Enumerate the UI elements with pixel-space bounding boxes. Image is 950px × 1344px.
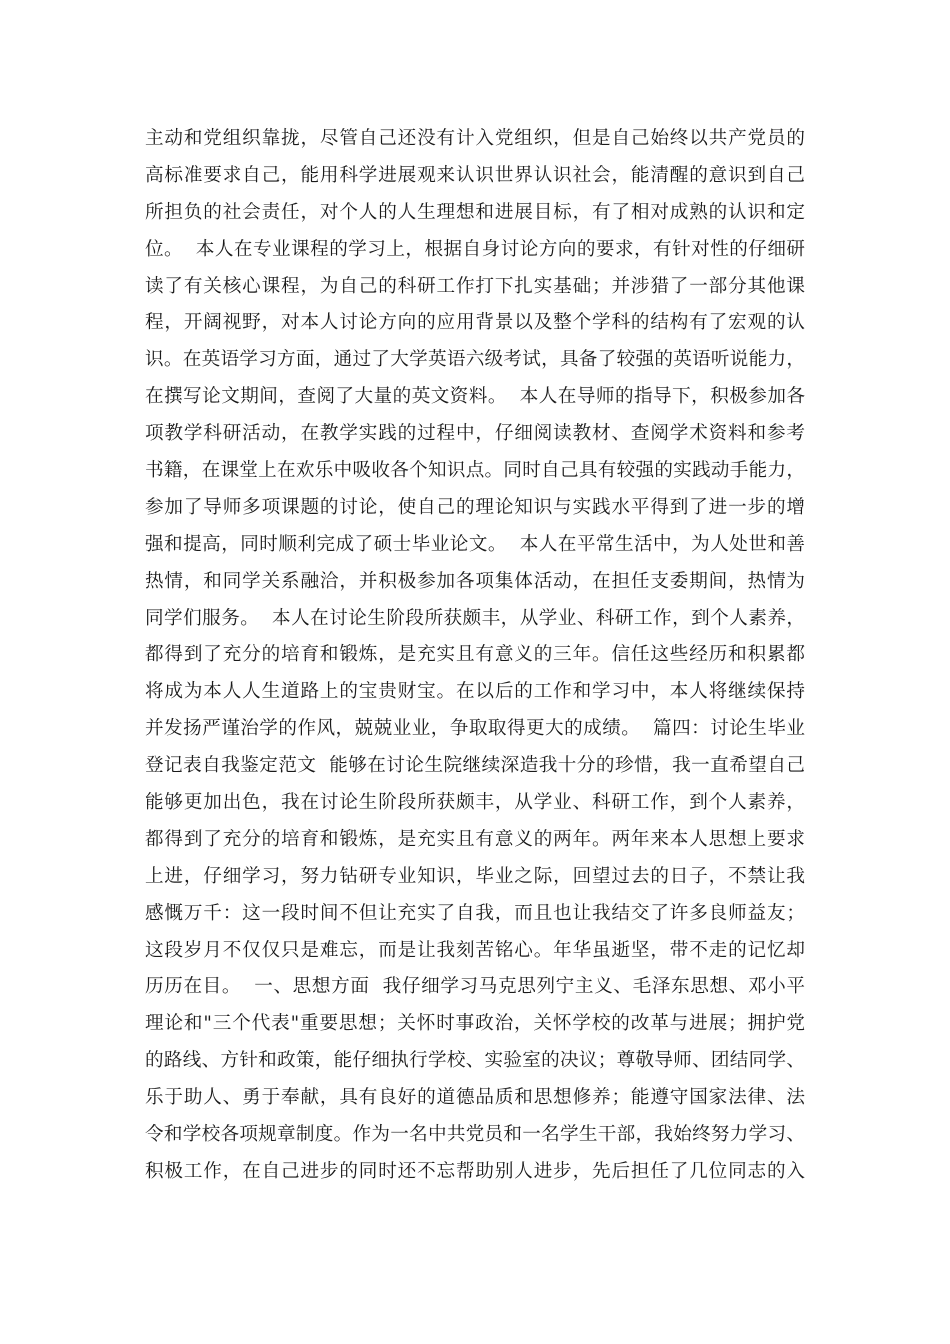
text-line: 主动和党组织靠拢，尽管自己还没有计入党组织，但是自己始终以共产党员的 — [145, 128, 805, 149]
text-line: 强和提高，同时顺利完成了硕士毕业论文。 本人在平常生活中，为人处世和善 — [145, 533, 805, 555]
text-line: 程，开阔视野，对本人讨论方向的应用背景以及整个学科的结构有了宏观的认 — [145, 312, 805, 334]
text-line: 都得到了充分的培育和锻炼，是充实且有意义的三年。信任这些经历和积累都 — [145, 644, 805, 666]
text-line: 这段岁月不仅仅只是难忘，而是让我刻苦铭心。年华虽逝坚，带不走的记忆却 — [145, 939, 805, 961]
body-text — [145, 121, 805, 1191]
text-line: 并发扬严谨治学的作风，兢兢业业，争取取得更大的成绩。 篇四：讨论生毕业 — [145, 718, 805, 740]
text-line: 参加了导师多项课题的讨论，使自己的理论知识与实践水平得到了进一步的增 — [145, 496, 805, 518]
text-line: 项教学科研活动，在教学实践的过程中，仔细阅读教材、查阅学术资料和参考 — [145, 423, 805, 445]
text-line: 读了有关核心课程，为自己的科研工作打下扎实基础；并涉猎了一部分其他课 — [145, 275, 805, 297]
text-line: 理论和"三个代表"重要思想；关怀时事政治，关怀学校的改革与进展；拥护党 — [145, 1013, 805, 1035]
text-line: 同学们服务。 本人在讨论生阶段所获颇丰，从学业、科研工作，到个人素养， — [145, 607, 805, 629]
text-line: 高标准要求自己，能用科学进展观来认识世界认识社会，能清醒的意识到自己 — [145, 164, 805, 186]
text-line: 热情，和同学关系融洽，并积极参加各项集体活动，在担任支委期间，热情为 — [145, 570, 805, 592]
text-line: 登记表自我鉴定范文 能够在讨论生院继续深造我十分的珍惜，我一直希望自己 — [145, 755, 805, 777]
text-line: 能够更加出色，我在讨论生阶段所获颇丰，从学业、科研工作，到个人素养， — [145, 792, 805, 814]
text-line: 将成为本人人生道路上的宝贵财宝。在以后的工作和学习中，本人将继续保持 — [145, 681, 805, 703]
text-line: 历历在目。 一、思想方面 我仔细学习马克思列宁主义、毛泽东思想、邓小平 — [145, 976, 805, 998]
text-line: 所担负的社会责任，对个人的人生理想和进展目标，有了相对成熟的认识和定 — [145, 201, 805, 223]
text-line: 的路线、方针和政策，能仔细执行学校、实验室的决议；尊敬导师、团结同学、 — [145, 1050, 805, 1072]
text-line: 乐于助人、勇于奉献，具有良好的道德品质和思想修养；能遵守国家法律、法 — [145, 1087, 805, 1109]
text-line: 在撰写论文期间，查阅了大量的英文资料。 本人在导师的指导下，积极参加各 — [145, 386, 805, 408]
text-line: 书籍，在课堂上在欢乐中吸收各个知识点。同时自己具有较强的实践动手能力， — [145, 460, 805, 482]
text-line: 位。 本人在专业课程的学习上，根据自身讨论方向的要求，有针对性的仔细研 — [145, 238, 805, 260]
text-line: 都得到了充分的培育和锻炼，是充实且有意义的两年。两年来本人思想上要求 — [145, 828, 805, 850]
text-line: 令和学校各项规章制度。作为一名中共党员和一名学生干部，我始终努力学习、 — [145, 1124, 805, 1146]
text-line: 上进，仔细学习，努力钻研专业知识，毕业之际，回望过去的日子，不禁让我 — [145, 865, 805, 887]
text-line: 识。在英语学习方面，通过了大学英语六级考试，具备了较强的英语听说能力， — [145, 349, 805, 371]
text-line: 积极工作，在自己进步的同时还不忘帮助别人进步，先后担任了几位同志的入 — [145, 1160, 805, 1182]
text-line: 感慨万千：这一段时间不但让充实了自我，而且也让我结交了许多良师益友； — [145, 902, 805, 924]
